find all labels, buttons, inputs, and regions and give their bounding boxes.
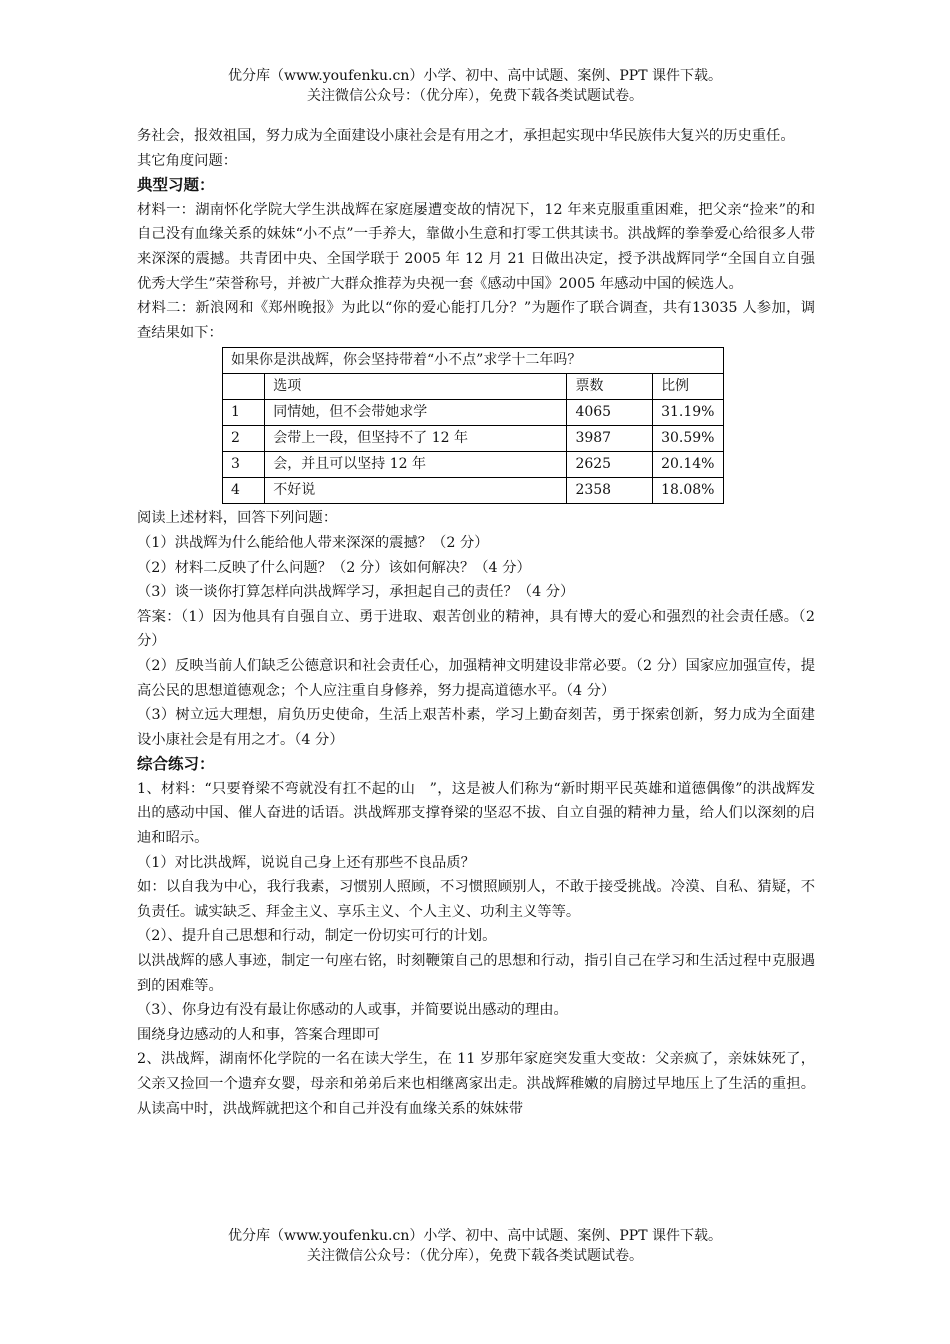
question-3: （3）谈一谈你打算怎样向洪战辉学习，承担起自己的责任？（4 分） [137, 584, 575, 601]
exercise-1: 1、材料：“只要脊梁不弯就没有扛不起的山 ”，这是被人们称为“新时期平民英雄和道德偶像”的洪战辉发出的感动中国、催人奋进的话语。洪战辉那支撑脊梁的坚忍不拔、自立自强的精神力量，给人们以深刻的启迪和昭示。 [137, 780, 815, 847]
question-2: （2）材料二反映了什么问题？（2 分）该如何解决？（4 分） [137, 559, 531, 576]
table-row [223, 478, 724, 504]
table-cell: 18.08% [653, 478, 724, 504]
section-title-typical: 典型习题： [137, 176, 215, 195]
table-cell: 会，并且可以坚持 12 年 [265, 452, 567, 478]
table-cell: 3 [223, 452, 265, 478]
document-body [137, 124, 815, 1121]
exercise-1-question-1: （1）对比洪战辉，说说自己身上还有那些不良品质？ [137, 854, 475, 871]
table-cell: 31.19% [653, 400, 724, 426]
table-header-cell: 选项 [265, 374, 567, 400]
table-row [223, 400, 724, 426]
answer-3: （3）树立远大理想，肩负历史使命，生活上艰苦朴素，学习上勤奋刻苦，勇于探索创新，努力成为全面建设小康社会是有用之才。（4 分） [137, 707, 815, 748]
table-cell: 不好说 [265, 478, 567, 504]
table-row [223, 452, 724, 478]
instruction-line: 阅读上述材料，回答下列问题： [137, 510, 338, 527]
table-row [223, 426, 724, 452]
exercise-1-answer-3: 围绕身边感动的人和事，答案合理即可 [137, 1026, 381, 1043]
material-1: 材料一：湖南怀化学院大学生洪战辉在家庭屡遭变故的情况下，12 年来克服重重困难，把父亲“捡来”的和自己没有血缘关系的妹妹“小不点”一手养大，靠做小生意和打零工供其读书。洪战辉的拳拳爱心给很多人带来深深的震撼。共青团中央、全国学联于 2005 年 12 月 21 日做出决定，授予洪战辉同学“全国自立自强优秀大学生”荣誉称号，并被广大群众推荐为央视一套《感动中国》2005 年感动中国的候选人。 [137, 201, 815, 292]
table-header-row [223, 374, 724, 400]
footer-line-2: 关注微信公众号：（优分库），免费下载各类试题试卷。 [307, 1248, 643, 1264]
intro-paragraph: 务社会，报效祖国，努力成为全面建设小康社会是有用之才，承担起实现中华民族伟大复兴的历史重任。 [137, 128, 795, 144]
page-header [0, 66, 950, 106]
table-cell: 4065 [567, 400, 653, 426]
table-cell: 3987 [567, 426, 653, 452]
section-title-exercises: 综合练习： [137, 755, 215, 774]
table-cell: 2625 [567, 452, 653, 478]
header-line-1: 优分库（www.youfenku.cn）小学、初中、高中试题、案例、PPT 课件下载。 [227, 68, 722, 84]
other-angle-label: 其它角度问题： [137, 152, 238, 169]
table-cell: 会带上一段，但坚持不了 12 年 [265, 426, 567, 452]
exercise-1-answer-2: 以洪战辉的感人事迹，制定一句座右铭，时刻鞭策自己的思想和行动，指引自己在学习和生活过程中克服遇到的困难等。 [137, 953, 815, 994]
exercise-2: 2、洪战辉，湖南怀化学院的一名在读大学生，在 11 岁那年家庭突发重大变故：父亲疯了，亲妹妹死了，父亲又捡回一个遗弃女婴，母亲和弟弟后来也相继离家出走。洪战辉稚嫩的肩膀过早地压上了生活的重担。从读高中时，洪战辉就把这个和自己并没有血缘关系的妹妹带 [137, 1051, 815, 1117]
survey-table [222, 347, 724, 504]
answer-2: （2）反映当前人们缺乏公德意识和社会责任心，加强精神文明建设非常必要。（2 分）国家应加强宣传，提高公民的思想道德观念；个人应注重自身修养，努力提高道德水平。（4 分） [137, 657, 815, 699]
exercise-1-question-2: （2）、提升自己思想和行动，制定一份切实可行的计划。 [137, 928, 497, 945]
question-1: （1）洪战辉为什么能给他人带来深深的震撼？（2 分） [137, 534, 489, 551]
header-line-2: 关注微信公众号：（优分库），免费下载各类试题试卷。 [307, 88, 643, 104]
material-2: 材料二：新浪网和《郑州晚报》为此以“你的爱心能打几分？”为题作了联合调查，共有13035 人参加，调查结果如下： [137, 300, 815, 341]
footer-line-1: 优分库（www.youfenku.cn）小学、初中、高中试题、案例、PPT 课件下载。 [227, 1228, 722, 1244]
exercise-1-question-3: （3）、你身边有没有最让你感动的人或事，并简要说出感动的理由。 [137, 1002, 568, 1019]
table-cell: 30.59% [653, 426, 724, 452]
exercise-1-answer-1: 如：以自我为中心，我行我素，习惯别人照顾，不习惯照顾别人，不敢于接受挑战。冷漠、自私、猜疑，不负责任。诚实缺乏、拜金主义、享乐主义、个人主义、功利主义等等。 [137, 879, 815, 920]
table-header-cell: 票数 [567, 374, 653, 400]
table-header-cell: 比例 [653, 374, 724, 400]
table-cell: 2358 [567, 478, 653, 504]
survey-question: 如果你是洪战辉，你会坚持带着“小不点”求学十二年吗？ [223, 348, 724, 374]
page-footer [0, 1226, 950, 1266]
table-cell: 同情她，但不会带她求学 [265, 400, 567, 426]
table-cell: 20.14% [653, 452, 724, 478]
table-cell: 2 [223, 426, 265, 452]
answer-1: 答案：（1）因为他具有自强自立、勇于进取、艰苦创业的精神，具有博大的爱心和强烈的社会责任感。（2 分） [137, 608, 815, 650]
table-header-cell [223, 374, 265, 400]
table-cell: 1 [223, 400, 265, 426]
table-cell: 4 [223, 478, 265, 504]
